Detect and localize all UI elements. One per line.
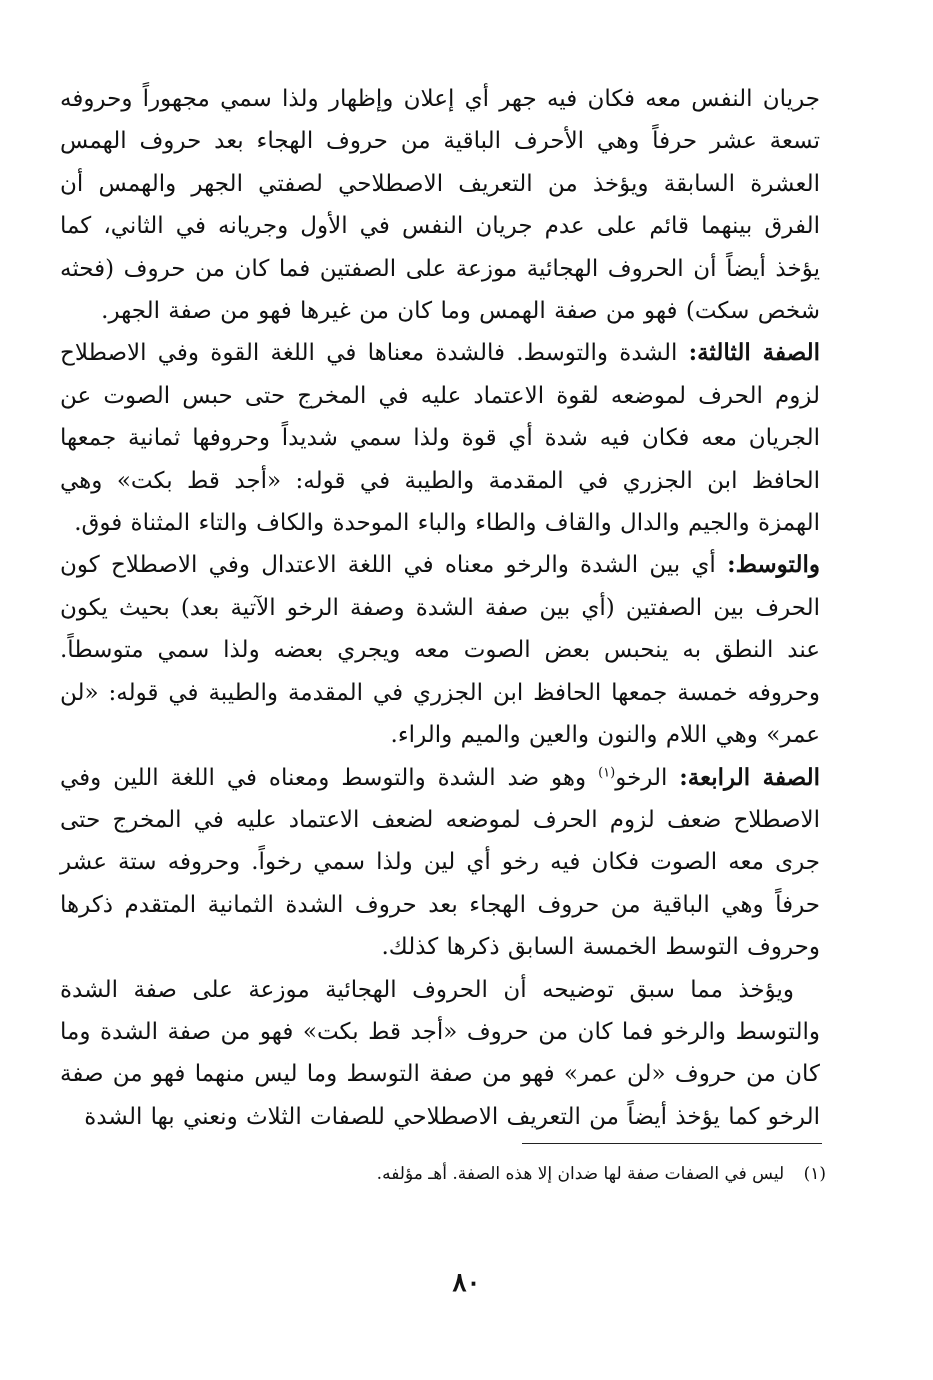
- footnote: [60, 1160, 826, 1188]
- paragraph-text: وهو ضد الشدة والتوسط ومعناه في اللغة اللين وفي الاصطلاح ضعف لزوم الحرف لموضعه لضعف الاعتماد عليه في المخرج حتى جرى معه الصوت فكان فيه رخو أي لين ولذا سمي رخواً. وحروفه ستة عشر حرفاً وهي الباقية من حروف الهجاء بعد حروف الشدة الثمانية المتقدم ذكرها وحروف التوسط الخمسة السابق ذكرها كذلك.: [60, 764, 820, 961]
- section-heading: الصفة الرابعة:: [679, 763, 820, 791]
- paragraph-third-attribute: [60, 332, 820, 544]
- page-number: ٨٠: [452, 1268, 481, 1298]
- main-text: [60, 78, 820, 1138]
- paragraph-fourth-attribute: [60, 757, 820, 969]
- paragraph-text: جريان النفس معه فكان فيه جهر أي إعلان وإظهار ولذا سمي مجهوراً وحروفه تسعة عشر حرفاً وهي الأحرف الباقية من حروف الهجاء بعد حروف الهمس العشرة السابقة ويؤخذ من التعريف الاصطلاحي لصفتي الجهر والهمس أن الفرق بينهما قائم على عدم جريان النفس في الأول وجريانه في الثاني، كما يؤخذ أيضاً أن الحروف الهجائية موزعة على الصفتين فما كان من حروف (فحثه شخص سكت) فهو من صفة الهمس وما كان من غيرها فهو من صفة الجهر.: [60, 86, 820, 325]
- section-heading: والتوسط:: [727, 551, 820, 579]
- paragraph-tawassut: [60, 544, 820, 756]
- paragraph-text: أي بين الشدة والرخو معناه في اللغة الاعتدال وفي الاصطلاح كون الحرف بين الصفتين (أي بين صفة الشدة وصفة الرخو الآتية بعد) بحيث يكون عند النطق به ينحبس بعض الصوت معه ويجري بعضه ولذا سمي متوسطاً. وحروفه خمسة جمعها الحافظ ابن الجزري في المقدمة والطيبة في قوله: «لن عمر» وهي اللام والنون والعين والميم والراء.: [60, 552, 820, 749]
- paragraph-lead-word: الرخو: [615, 764, 668, 791]
- paragraph-text: الشدة والتوسط. فالشدة معناها في اللغة القوة وفي الاصطلاح لزوم الحرف لموضعه لقوة الاعتماد عليه في المخرج حتى حبس الصوت عن الجريان معه فكان فيه شدة أي قوة ولذا سمي شديداً وحروفها ثمانية جمعها الحافظ ابن الجزري في المقدمة والطيبة في قوله: «أجد قط بكت» وهي الهمزة والجيم والدال والقاف والطاء والباء الموحدة والكاف والتاء المثناة فوق.: [60, 340, 820, 537]
- footnote-text: ليس في الصفات صفة لها ضدان إلا هذه الصفة. أهـ مؤلفه.: [376, 1164, 785, 1184]
- footnote-number: (١): [803, 1164, 826, 1184]
- paragraph-summary: [60, 969, 820, 1139]
- paragraph-jahr-hams: [60, 78, 820, 332]
- section-heading: الصفة الثالثة:: [688, 339, 820, 367]
- footnote-reference[interactable]: (١): [598, 764, 616, 780]
- paragraph-text: ويؤخذ مما سبق توضيحه أن الحروف الهجائية موزعة على صفة الشدة والتوسط والرخو فما كان من حروف «أجد قط بكت» فهو من صفة الشدة وما كان من حروف «لن عمر» فهو من صفة التوسط وما ليس منهما فهو من صفة الرخو كما يؤخذ أيضاً من التعريف الاصطلاحي للصفات الثلاث ونعني بها الشدة: [60, 976, 820, 1130]
- footnote-divider: [522, 1143, 822, 1144]
